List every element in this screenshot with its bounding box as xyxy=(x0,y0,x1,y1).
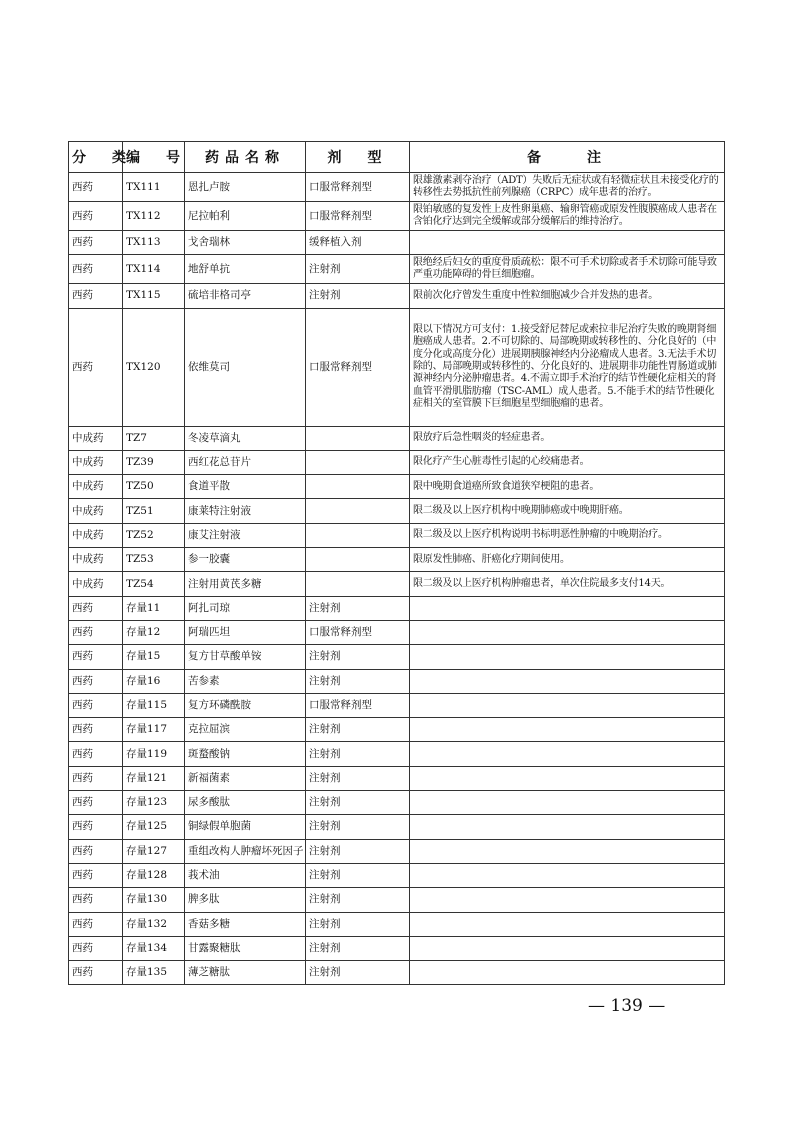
cell-dosage-form: 口服常释剂型 xyxy=(306,693,410,717)
cell-category: 西药 xyxy=(69,202,123,231)
drug-table xyxy=(68,141,725,985)
cell-remarks xyxy=(410,863,725,887)
cell-dosage-form: 注射剂 xyxy=(306,863,410,887)
cell-code: TZ50 xyxy=(123,475,185,499)
cell-drug-name: 甘露聚糖肽 xyxy=(185,936,306,960)
cell-code: 存量135 xyxy=(123,961,185,985)
cell-drug-name: 斑蝥酸钠 xyxy=(185,742,306,766)
cell-category: 西药 xyxy=(69,791,123,815)
cell-dosage-form: 口服常释剂型 xyxy=(306,202,410,231)
cell-category: 西药 xyxy=(69,255,123,284)
cell-drug-name: 铜绿假单胞菌 xyxy=(185,815,306,839)
cell-dosage-form: 注射剂 xyxy=(306,255,410,284)
cell-dosage-form: 注射剂 xyxy=(306,815,410,839)
cell-code: TZ51 xyxy=(123,499,185,523)
cell-dosage-form: 注射剂 xyxy=(306,888,410,912)
cell-code: 存量115 xyxy=(123,693,185,717)
cell-dosage-form: 注射剂 xyxy=(306,766,410,790)
table-row xyxy=(69,202,725,231)
cell-code: TX112 xyxy=(123,202,185,231)
page-number: — 139 — xyxy=(588,996,666,1016)
table-row xyxy=(69,936,725,960)
cell-category: 西药 xyxy=(69,912,123,936)
cell-code: 存量125 xyxy=(123,815,185,839)
table-row xyxy=(69,596,725,620)
cell-category: 西药 xyxy=(69,620,123,644)
cell-remarks: 限二级及以上医疗机构说明书标明恶性肿瘤的中晚期治疗。 xyxy=(410,523,725,547)
cell-code: TX113 xyxy=(123,231,185,255)
cell-remarks: 限化疗产生心脏毒性引起的心绞痛患者。 xyxy=(410,450,725,474)
table-row xyxy=(69,791,725,815)
cell-code: 存量130 xyxy=(123,888,185,912)
cell-code: 存量127 xyxy=(123,839,185,863)
cell-drug-name: 冬凌草滴丸 xyxy=(185,426,306,450)
cell-code: TZ52 xyxy=(123,523,185,547)
table-row xyxy=(69,450,725,474)
cell-dosage-form: 注射剂 xyxy=(306,742,410,766)
cell-category: 西药 xyxy=(69,766,123,790)
cell-category: 中成药 xyxy=(69,523,123,547)
cell-category: 中成药 xyxy=(69,499,123,523)
cell-remarks: 限中晚期食道癌所致食道狭窄梗阻的患者。 xyxy=(410,475,725,499)
cell-code: 存量15 xyxy=(123,645,185,669)
cell-drug-name: 康莱特注射液 xyxy=(185,499,306,523)
cell-drug-name: 脾多肽 xyxy=(185,888,306,912)
cell-dosage-form: 注射剂 xyxy=(306,596,410,620)
cell-remarks: 限铂敏感的复发性上皮性卵巢癌、输卵管癌或原发性腹膜癌成人患者在含铂化疗达到完全缓解或部分缓解后的维持治疗。 xyxy=(410,202,725,231)
cell-dosage-form: 注射剂 xyxy=(306,645,410,669)
table-body xyxy=(69,173,725,985)
cell-code: 存量11 xyxy=(123,596,185,620)
cell-category: 西药 xyxy=(69,936,123,960)
cell-category: 中成药 xyxy=(69,548,123,572)
cell-remarks xyxy=(410,620,725,644)
table-row xyxy=(69,308,725,426)
cell-dosage-form: 口服常释剂型 xyxy=(306,308,410,426)
drug-list-sheet xyxy=(68,141,724,985)
table-row xyxy=(69,766,725,790)
cell-category: 西药 xyxy=(69,718,123,742)
cell-code: TX115 xyxy=(123,284,185,308)
cell-category: 西药 xyxy=(69,742,123,766)
cell-code: 存量12 xyxy=(123,620,185,644)
cell-category: 西药 xyxy=(69,961,123,985)
table-row xyxy=(69,231,725,255)
cell-drug-name: 尿多酸肽 xyxy=(185,791,306,815)
cell-category: 中成药 xyxy=(69,572,123,596)
cell-remarks xyxy=(410,815,725,839)
cell-category: 中成药 xyxy=(69,426,123,450)
cell-dosage-form: 注射剂 xyxy=(306,839,410,863)
table-header-row xyxy=(69,142,725,173)
table-row xyxy=(69,742,725,766)
cell-remarks xyxy=(410,669,725,693)
cell-category: 西药 xyxy=(69,284,123,308)
cell-remarks xyxy=(410,791,725,815)
table-row xyxy=(69,548,725,572)
cell-category: 西药 xyxy=(69,669,123,693)
cell-dosage-form: 注射剂 xyxy=(306,791,410,815)
cell-drug-name: 重组改构人肿瘤坏死因子 xyxy=(185,839,306,863)
table-row xyxy=(69,255,725,284)
cell-category: 中成药 xyxy=(69,450,123,474)
cell-drug-name: 恩扎卢胺 xyxy=(185,173,306,202)
cell-remarks xyxy=(410,693,725,717)
cell-code: TZ54 xyxy=(123,572,185,596)
header-dosage-form: 剂 型 xyxy=(306,142,410,173)
table-row xyxy=(69,961,725,985)
table-row xyxy=(69,572,725,596)
cell-code: TX114 xyxy=(123,255,185,284)
header-remarks: 备 注 xyxy=(410,142,725,173)
cell-remarks xyxy=(410,912,725,936)
cell-remarks: 限雄激素剥夺治疗（ADT）失败后无症状或有轻微症状且未接受化疗的转移性去势抵抗性前列腺癌（CRPC）成年患者的治疗。 xyxy=(410,173,725,202)
cell-code: 存量117 xyxy=(123,718,185,742)
table-row xyxy=(69,523,725,547)
cell-drug-name: 食道平散 xyxy=(185,475,306,499)
cell-remarks xyxy=(410,961,725,985)
cell-category: 西药 xyxy=(69,596,123,620)
cell-drug-name: 新福菌素 xyxy=(185,766,306,790)
table-row xyxy=(69,718,725,742)
cell-drug-name: 莪术油 xyxy=(185,863,306,887)
cell-dosage-form: 注射剂 xyxy=(306,961,410,985)
cell-dosage-form: 注射剂 xyxy=(306,718,410,742)
cell-drug-name: 戈舍瑞林 xyxy=(185,231,306,255)
cell-drug-name: 依维莫司 xyxy=(185,308,306,426)
table-row xyxy=(69,669,725,693)
cell-remarks: 限前次化疗曾发生重度中性粒细胞减少合并发热的患者。 xyxy=(410,284,725,308)
table-row xyxy=(69,863,725,887)
cell-category: 西药 xyxy=(69,693,123,717)
cell-dosage-form xyxy=(306,450,410,474)
cell-code: TZ39 xyxy=(123,450,185,474)
cell-dosage-form xyxy=(306,475,410,499)
cell-code: 存量128 xyxy=(123,863,185,887)
table-row xyxy=(69,839,725,863)
cell-category: 西药 xyxy=(69,815,123,839)
cell-dosage-form: 缓释植入剂 xyxy=(306,231,410,255)
cell-category: 西药 xyxy=(69,888,123,912)
cell-dosage-form: 注射剂 xyxy=(306,912,410,936)
cell-dosage-form xyxy=(306,523,410,547)
cell-dosage-form xyxy=(306,499,410,523)
table-row xyxy=(69,173,725,202)
cell-category: 西药 xyxy=(69,231,123,255)
cell-code: TX120 xyxy=(123,308,185,426)
table-row xyxy=(69,815,725,839)
cell-drug-name: 苦参素 xyxy=(185,669,306,693)
table-row xyxy=(69,284,725,308)
cell-category: 西药 xyxy=(69,308,123,426)
cell-drug-name: 复方环磷酰胺 xyxy=(185,693,306,717)
cell-code: 存量121 xyxy=(123,766,185,790)
cell-category: 西药 xyxy=(69,173,123,202)
cell-drug-name: 注射用黄芪多糖 xyxy=(185,572,306,596)
cell-remarks: 限二级及以上医疗机构中晚期肺癌或中晚期肝癌。 xyxy=(410,499,725,523)
table-row xyxy=(69,499,725,523)
cell-dosage-form xyxy=(306,548,410,572)
table-row xyxy=(69,645,725,669)
cell-dosage-form: 口服常释剂型 xyxy=(306,173,410,202)
table-row xyxy=(69,475,725,499)
cell-remarks xyxy=(410,936,725,960)
cell-code: 存量134 xyxy=(123,936,185,960)
cell-code: TZ53 xyxy=(123,548,185,572)
cell-drug-name: 西红花总苷片 xyxy=(185,450,306,474)
cell-remarks xyxy=(410,596,725,620)
cell-dosage-form: 口服常释剂型 xyxy=(306,620,410,644)
cell-remarks xyxy=(410,231,725,255)
table-row xyxy=(69,888,725,912)
cell-drug-name: 阿瑞匹坦 xyxy=(185,620,306,644)
cell-remarks xyxy=(410,888,725,912)
cell-category: 西药 xyxy=(69,645,123,669)
cell-remarks xyxy=(410,839,725,863)
cell-category: 西药 xyxy=(69,839,123,863)
cell-drug-name: 参一胶囊 xyxy=(185,548,306,572)
cell-drug-name: 薄芝糖肽 xyxy=(185,961,306,985)
cell-drug-name: 复方甘草酸单铵 xyxy=(185,645,306,669)
cell-code: 存量119 xyxy=(123,742,185,766)
cell-dosage-form: 注射剂 xyxy=(306,284,410,308)
table-row xyxy=(69,620,725,644)
cell-category: 中成药 xyxy=(69,475,123,499)
cell-drug-name: 尼拉帕利 xyxy=(185,202,306,231)
cell-category: 西药 xyxy=(69,863,123,887)
header-category: 分 类 xyxy=(69,142,123,173)
cell-code: 存量132 xyxy=(123,912,185,936)
cell-drug-name: 香菇多糖 xyxy=(185,912,306,936)
cell-code: TZ7 xyxy=(123,426,185,450)
header-code: 编 号 xyxy=(123,142,185,173)
cell-remarks: 限绝经后妇女的重度骨质疏松：限不可手术切除或者手术切除可能导致严重功能障碍的骨巨细胞瘤。 xyxy=(410,255,725,284)
cell-remarks: 限以下情况方可支付：1.接受舒尼替尼或索拉非尼治疗失败的晚期肾细胞癌成人患者。2.不可切除的、局部晚期或转移性的、分化良好的（中度分化或高度分化）进展期胰腺神经内分泌瘤成人患者。3.无法手术切除的、局部晚期或转移性的、分化良好的、进展期非功能性胃肠道或肺源神经内分泌肿瘤患者。4.不需立即手术治疗的结节性硬化症相关的肾血管平滑肌脂肪瘤（TSC-AML）成人患者。5.不能手术的结节性硬化症相关的室管膜下巨细胞星型细胞瘤的患者。 xyxy=(410,308,725,426)
cell-drug-name: 阿扎司琼 xyxy=(185,596,306,620)
cell-remarks: 限原发性肺癌、肝癌化疗期间使用。 xyxy=(410,548,725,572)
cell-dosage-form: 注射剂 xyxy=(306,669,410,693)
cell-drug-name: 克拉屈滨 xyxy=(185,718,306,742)
table-row xyxy=(69,912,725,936)
cell-drug-name: 康艾注射液 xyxy=(185,523,306,547)
cell-dosage-form xyxy=(306,572,410,596)
cell-drug-name: 硫培非格司亭 xyxy=(185,284,306,308)
cell-remarks xyxy=(410,718,725,742)
cell-remarks: 限放疗后急性咽炎的轻症患者。 xyxy=(410,426,725,450)
cell-remarks: 限二级及以上医疗机构肿瘤患者，单次住院最多支付14天。 xyxy=(410,572,725,596)
cell-remarks xyxy=(410,742,725,766)
cell-drug-name: 地舒单抗 xyxy=(185,255,306,284)
header-drug-name: 药品名称 xyxy=(185,142,306,173)
cell-code: TX111 xyxy=(123,173,185,202)
table-row xyxy=(69,693,725,717)
cell-code: 存量123 xyxy=(123,791,185,815)
cell-remarks xyxy=(410,766,725,790)
cell-remarks xyxy=(410,645,725,669)
cell-code: 存量16 xyxy=(123,669,185,693)
cell-dosage-form xyxy=(306,426,410,450)
cell-dosage-form: 注射剂 xyxy=(306,936,410,960)
table-row xyxy=(69,426,725,450)
